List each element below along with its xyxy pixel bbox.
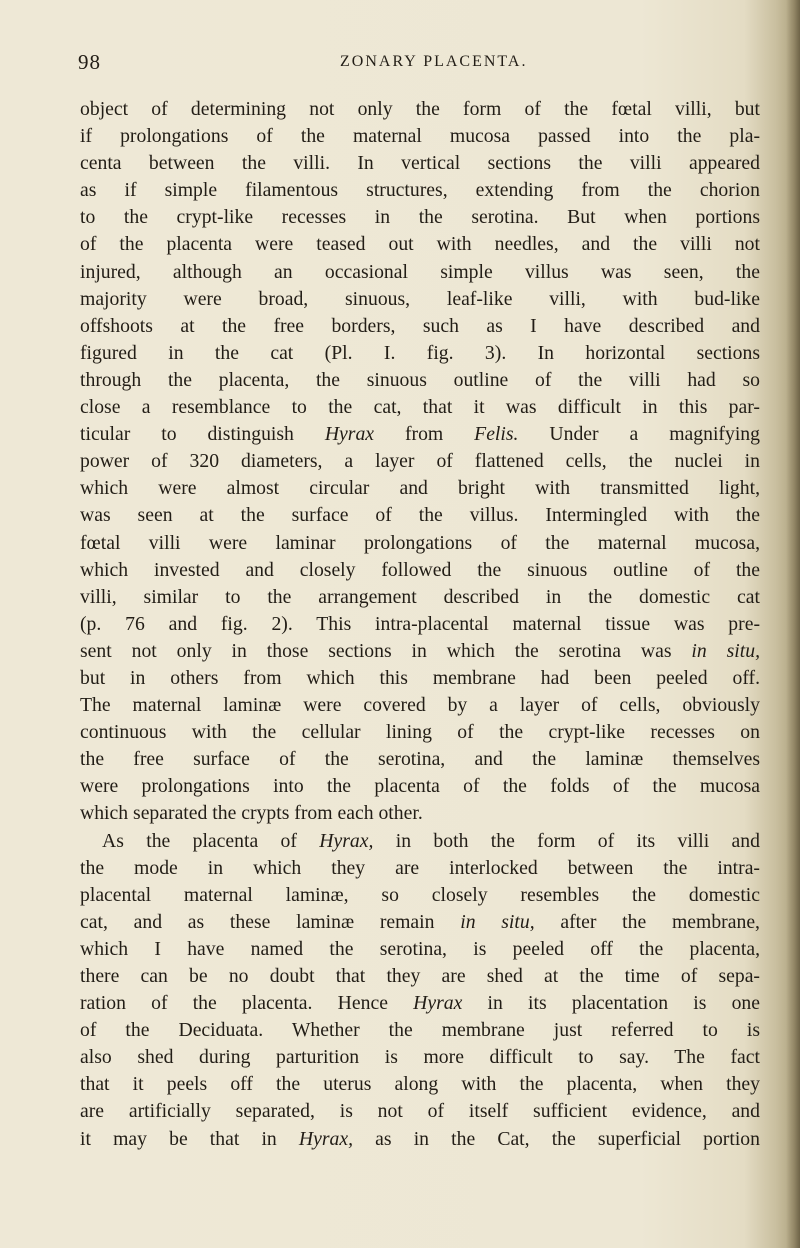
text-line: villi, similar to the arrangement described in the domestic cat	[80, 585, 760, 608]
running-head: ZONARY PLACENTA.	[340, 53, 528, 70]
text-line: the free surface of the serotina, and the laminæ themselves	[80, 748, 760, 771]
text-line: that it peels off the uterus along with the placenta, when they	[80, 1073, 760, 1096]
text-span: sent not only in those sections in which the serotina was	[80, 639, 692, 662]
text-span: ration of the placenta. Hence	[80, 992, 414, 1015]
text-line	[80, 421, 760, 448]
italic-text: in situ,	[460, 910, 535, 933]
text-line: as if simple filamentous structures, extending from the chorion	[80, 179, 760, 202]
text-span: in both the form of its villi and	[373, 829, 760, 852]
italic-text: Felis.	[474, 423, 519, 446]
text-span: in its placentation is one	[462, 992, 760, 1015]
text-line: power of 320 diameters, a layer of flattened cells, the nuclei in	[80, 450, 760, 473]
text-line: of the placenta were teased out with needles, and the villi not	[80, 233, 760, 256]
text-span: ticular to distinguish	[80, 423, 325, 446]
text-span: As the placenta of	[102, 829, 320, 852]
text-line: placental maternal laminæ, so closely resembles the domestic	[80, 883, 760, 906]
text-line: if prolongations of the maternal mucosa passed into the pla-	[80, 125, 760, 148]
text-line: which were almost circular and bright with transmitted light,	[80, 477, 760, 500]
text-line: majority were broad, sinuous, leaf-like villi, with bud-like	[80, 287, 760, 310]
text-line: The maternal laminæ were covered by a layer of cells, obviously	[80, 694, 760, 717]
text-span: from	[374, 423, 475, 446]
text-line: (p. 76 and fig. 2). This intra-placental maternal tissue was pre-	[80, 612, 760, 635]
italic-text: Hyrax	[413, 992, 463, 1015]
text-line: but in others from which this membrane had been peeled off.	[80, 666, 760, 689]
text-span: as in the Cat, the superficial portion	[353, 1127, 760, 1150]
text-line: which invested and closely followed the sinuous outline of the	[80, 558, 760, 581]
text-span: it may be that in	[80, 1127, 299, 1150]
text-line: figured in the cat (Pl. I. fig. 3). In horizontal sections	[80, 341, 760, 364]
text-line: offshoots at the free borders, such as I have described and	[80, 314, 760, 337]
page-edge-shadow	[786, 0, 800, 1248]
text-line: through the placenta, the sinuous outline of the villi had so	[80, 368, 760, 391]
text-line	[80, 909, 760, 936]
text-line: also shed during parturition is more difficult to say. The fact	[80, 1046, 760, 1069]
text-line	[80, 638, 760, 665]
italic-text: in situ,	[691, 639, 760, 662]
text-line: which separated the crypts from each other.	[80, 802, 423, 825]
italic-text: Hyrax,	[298, 1127, 354, 1150]
text-span: Under a magnifying	[518, 423, 760, 446]
page-number: 98	[78, 50, 101, 74]
italic-text: Hyrax	[324, 423, 375, 446]
text-line: injured, although an occasional simple villus was seen, the	[80, 260, 760, 283]
page-header	[0, 50, 800, 82]
text-line: are artificially separated, is not of itself sufficient evidence, and	[80, 1100, 760, 1123]
text-line: close a resemblance to the cat, that it was difficult in this par-	[80, 396, 760, 419]
text-line: object of determining not only the form of the fœtal villi, but	[80, 98, 760, 120]
text-span: after the membrane,	[534, 910, 760, 933]
text-line: continuous with the cellular lining of the crypt-like recesses on	[80, 721, 760, 744]
text-line: of the Deciduata. Whether the membrane just referred to is	[80, 1019, 760, 1042]
text-line: which I have named the serotina, is peeled off the placenta,	[80, 937, 760, 960]
text-line	[80, 828, 760, 855]
text-line	[80, 1126, 760, 1153]
italic-text: Hyrax,	[319, 829, 374, 852]
text-line: fœtal villi were laminar prolongations of the maternal mucosa,	[80, 531, 760, 554]
text-line	[80, 990, 760, 1017]
text-line: was seen at the surface of the villus. Intermingled with the	[80, 504, 760, 527]
body-text	[80, 96, 760, 1153]
text-line: the mode in which they are interlocked between the intra-	[80, 856, 760, 879]
text-line: were prolongations into the placenta of the folds of the mucosa	[80, 775, 760, 798]
text-line: centa between the villi. In vertical sections the villi appeared	[80, 152, 760, 175]
text-line: there can be no doubt that they are shed at the time of sepa-	[80, 965, 760, 987]
text-span: cat, and as these laminæ remain	[80, 910, 461, 933]
text-line: to the crypt-like recesses in the serotina. But when portions	[80, 206, 760, 229]
